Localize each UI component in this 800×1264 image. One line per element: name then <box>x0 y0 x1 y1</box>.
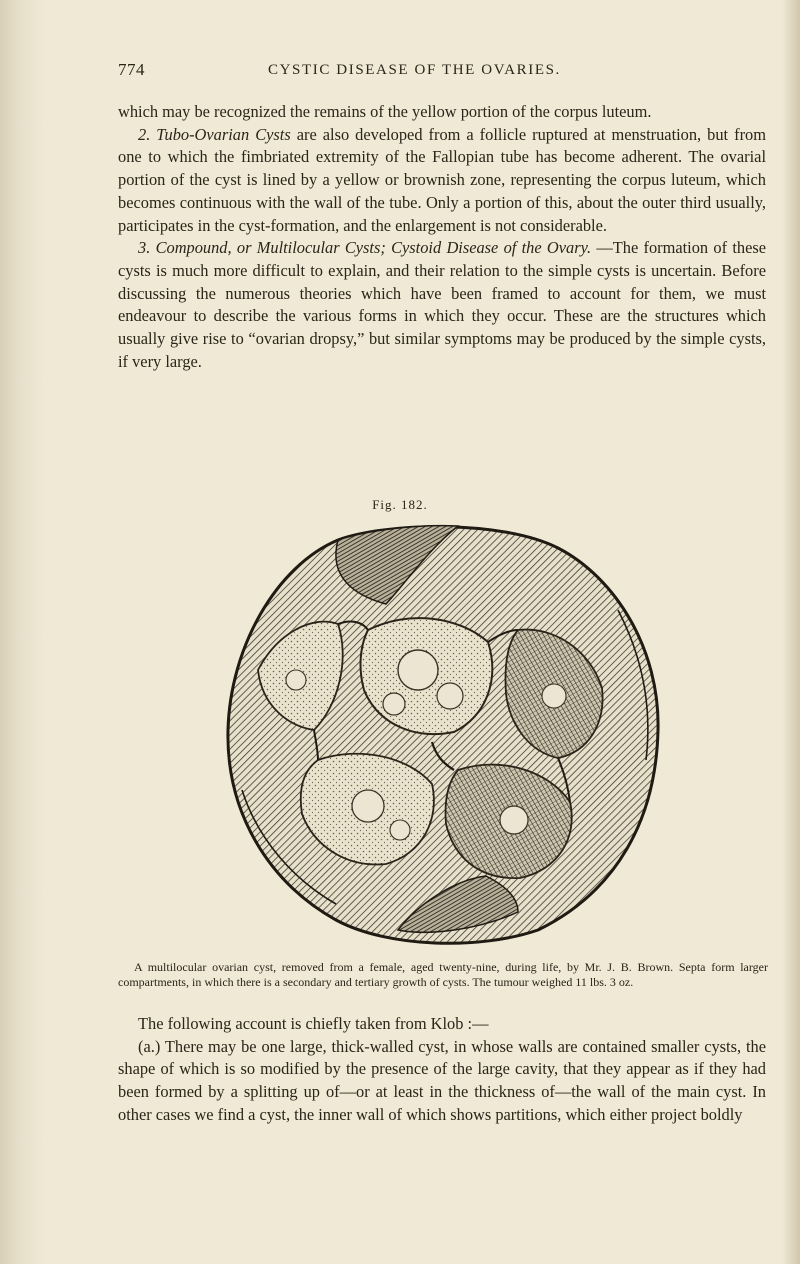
paragraph-multilocular-cysts <box>118 237 766 373</box>
running-head <box>118 60 758 88</box>
paragraph-tubo-ovarian-cysts <box>118 124 766 238</box>
running-title: CYSTIC DISEASE OF THE OVARIES. <box>268 62 561 78</box>
paragraph-heading: 2. Tubo-Ovarian Cysts <box>138 124 291 144</box>
paragraph-klob-a: (a.) There may be one large, thick-walled cyst, in whose walls are contained smaller cysts, the shape of which is so modified by the presence of the large cavity, that they appear as if they had been formed by a splitting up of—or at least in the thickness of—the wall of the main cyst. In other cases we find a cyst, the inner wall of which shows partitions, which either project boldly <box>118 1036 766 1124</box>
figure-label: Fig. 182. <box>372 497 428 512</box>
paragraph-text: —The formation of these cysts is much more difficult to explain, and their relation to the simple cysts is uncertain. Before discussing the numerous theories which have been framed to account for them, we must endeavour to describe the various forms in which they occur. These are the structures which usually give rise to “ovarian dropsy,” but similar symptoms may be produced by the simple cysts, if very large. <box>118 238 766 371</box>
paragraph-text: which may be recognized the remains of the yellow portion of the corpus luteum. <box>118 102 652 121</box>
figure-caption-text: A multilocular ovarian cyst, removed from a female, aged twenty-nine, during life, by Mr. J. B. Brown. Septa form larger compartments, in which there is a secondary and tertiary growth of cysts. The tumour weighed 11 lbs. 3 oz. <box>118 960 768 989</box>
page-edge-shadow-left <box>0 0 44 1264</box>
body-text-bottom <box>118 1013 766 1127</box>
paragraph-heading: 3. Compound, or Multilocular Cysts; Cystoid Disease of the Ovary. <box>138 238 592 258</box>
multilocular-cyst-illustration <box>218 520 666 948</box>
paragraph-klob-intro: The following account is chiefly taken from Klob :— <box>138 1014 489 1033</box>
figure-caption <box>118 960 768 990</box>
page-edge-shadow-right <box>782 0 800 1264</box>
page-number: 774 <box>118 60 145 79</box>
paragraph-continuation <box>118 101 766 124</box>
paragraph-text: are also developed from a follicle ruptured at menstruation, but from one to which the fimbriated extremity of the Fallopian tube has become adherent. The ovarial portion of the cyst is lined by a yellow or brownish zone, representing the corpus luteum, which becomes continuous with the wall of the tube. Only a portion of this, about the outer third usually, participates in the cyst-formation, and the enlargement is not considerable. <box>118 124 766 235</box>
body-text-top <box>118 101 766 373</box>
